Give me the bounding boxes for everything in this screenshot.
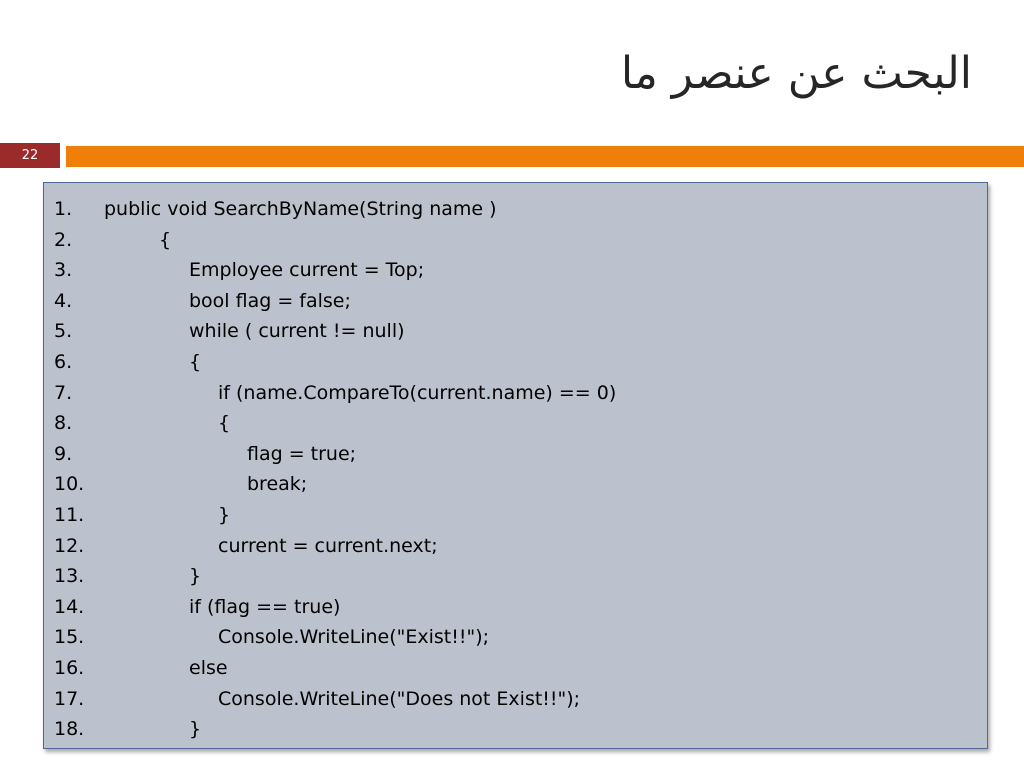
code-line bbox=[44, 500, 987, 531]
line-number: 1. bbox=[54, 198, 73, 220]
slide-number: 22 bbox=[0, 143, 60, 168]
code-text: { bbox=[159, 228, 172, 251]
code-text: Console.WriteLine("Does not Exist!!"); bbox=[218, 687, 581, 710]
line-number: 6. bbox=[54, 350, 73, 373]
line-number: 14. bbox=[54, 595, 85, 618]
code-text: Employee current = Top; bbox=[189, 259, 425, 282]
code-line bbox=[44, 684, 987, 715]
line-number: 15. bbox=[54, 626, 85, 649]
code-text: { bbox=[189, 350, 202, 373]
line-number: 2. bbox=[54, 228, 73, 251]
line-number: 12. bbox=[54, 534, 85, 557]
code-text: else bbox=[189, 656, 228, 679]
code-text: if (flag == true) bbox=[189, 595, 341, 618]
line-number: 9. bbox=[54, 442, 73, 465]
line-number: 5. bbox=[54, 320, 73, 343]
code-line bbox=[44, 286, 987, 317]
line-number: 3. bbox=[54, 259, 73, 282]
code-text: if (name.CompareTo(current.name) == 0) bbox=[218, 381, 617, 404]
code-text: current = current.next; bbox=[218, 534, 438, 557]
line-number: 18. bbox=[54, 718, 85, 741]
line-number: 11. bbox=[54, 503, 85, 526]
code-block bbox=[43, 182, 988, 749]
code-line bbox=[44, 714, 987, 745]
code-line bbox=[44, 194, 987, 225]
code-text: while ( current != null) bbox=[189, 320, 405, 343]
code-line bbox=[44, 653, 987, 684]
line-number: 8. bbox=[54, 412, 73, 435]
code-text: } bbox=[189, 718, 202, 741]
line-number: 16. bbox=[54, 656, 85, 679]
code-line bbox=[44, 316, 987, 347]
code-line bbox=[44, 469, 987, 500]
code-line bbox=[44, 622, 987, 653]
code-text: break; bbox=[247, 473, 308, 496]
code-text: flag = true; bbox=[247, 442, 357, 465]
line-number: 7. bbox=[54, 381, 73, 404]
slide-title: البحث عن عنصر ما bbox=[620, 48, 972, 99]
code-line bbox=[44, 592, 987, 623]
code-line bbox=[44, 225, 987, 256]
code-line bbox=[44, 255, 987, 286]
code-text: { bbox=[218, 412, 231, 435]
line-number: 4. bbox=[54, 289, 73, 312]
accent-bar bbox=[66, 146, 1024, 167]
code-text: bool flag = false; bbox=[189, 289, 351, 312]
code-text: public void SearchByName(String name ) bbox=[104, 198, 497, 220]
line-number: 13. bbox=[54, 565, 85, 588]
code-line bbox=[44, 531, 987, 562]
code-text: Console.WriteLine("Exist!!"); bbox=[218, 626, 490, 649]
code-line bbox=[44, 347, 987, 378]
code-line bbox=[44, 408, 987, 439]
code-line bbox=[44, 378, 987, 409]
line-number: 17. bbox=[54, 687, 85, 710]
code-line bbox=[44, 561, 987, 592]
code-text: } bbox=[218, 503, 231, 526]
code-text: } bbox=[189, 565, 202, 588]
code-line bbox=[44, 439, 987, 470]
line-number: 10. bbox=[54, 473, 85, 496]
